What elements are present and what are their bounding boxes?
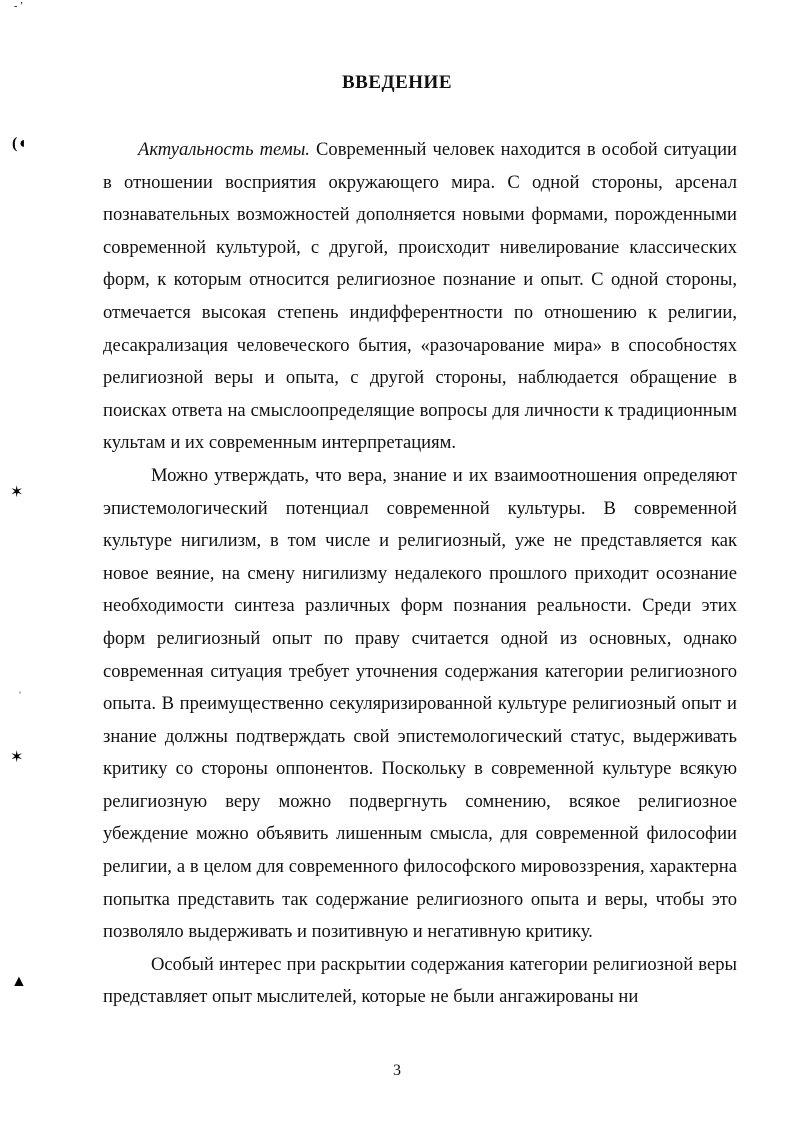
paragraph-lead: Актуальность темы. [138,139,310,160]
scan-mark: ✶ [10,484,24,501]
page-title: ВВЕДЕНИЕ [342,72,452,93]
scan-mark: ✶ [10,749,24,766]
paragraph-3: Особый интерес при раскрытии содержания категории религиозной веры представляет опыт мыслителей, которые не были ангажированы ни [103,953,737,1008]
scan-mark: ▲ [11,973,27,990]
paragraph-1 [103,134,737,460]
paragraph-2: Можно утверждать, что вера, знание и их взаимоотношения определяют эпистемологический потенциал современной культуры. В современной культуре нигилизм, в том числе и религиозный, уже не представляется как новое веяние, на смену нигилизму недалекого прошлого приходит осознание необходимости синтеза различных форм познания реальности. Среди этих форм религиозный опыт по праву считается одной из основных, однако современная ситуация требует уточнения содержания категории религиозного опыта. В преимущественно секуляризированной культуре религиозный опыт и знание должны подтверждать свой эпистемологический статус, выдерживать критику со стороны оппонентов. Поскольку в современной культуре всякую религиозную веру можно подвергнуть сомнению, всякое религиозное убеждение можно объявить лишенным смысла, для современной философии религии, а в целом для современного философского мировоззрения, характерна попытка представить так содержание религиозного опыта и веры, чтобы это позволяло выдерживать и позитивную и негативную критику. [103,464,737,943]
scan-mark: - ’ [14,1,24,12]
scan-mark: (◖ [12,135,27,152]
scan-mark: ˈ [18,689,22,703]
page-number: 3 [393,1062,401,1079]
paragraph-1-text: Современный человек находится в особой ситуации в отношении восприятия окружающего мира. С одной стороны, арсенал познавательных возможностей дополняется новыми формами, порожденными современной культурой, с другой, происходит нивелирование классических форм, к которым относится религиозное познание и опыт. С одной стороны, отмечается высокая степень индифферентности по отношению к религии, десакрализация человеческого бытия, «разочарование мира» в способностях религиозной веры и опыта, с другой стороны, наблюдается обращение в поисках ответа на смыслоопределящие вопросы для личности к традиционным культам и их современным интерпретациям. [103,139,737,454]
document-body [103,134,737,1014]
